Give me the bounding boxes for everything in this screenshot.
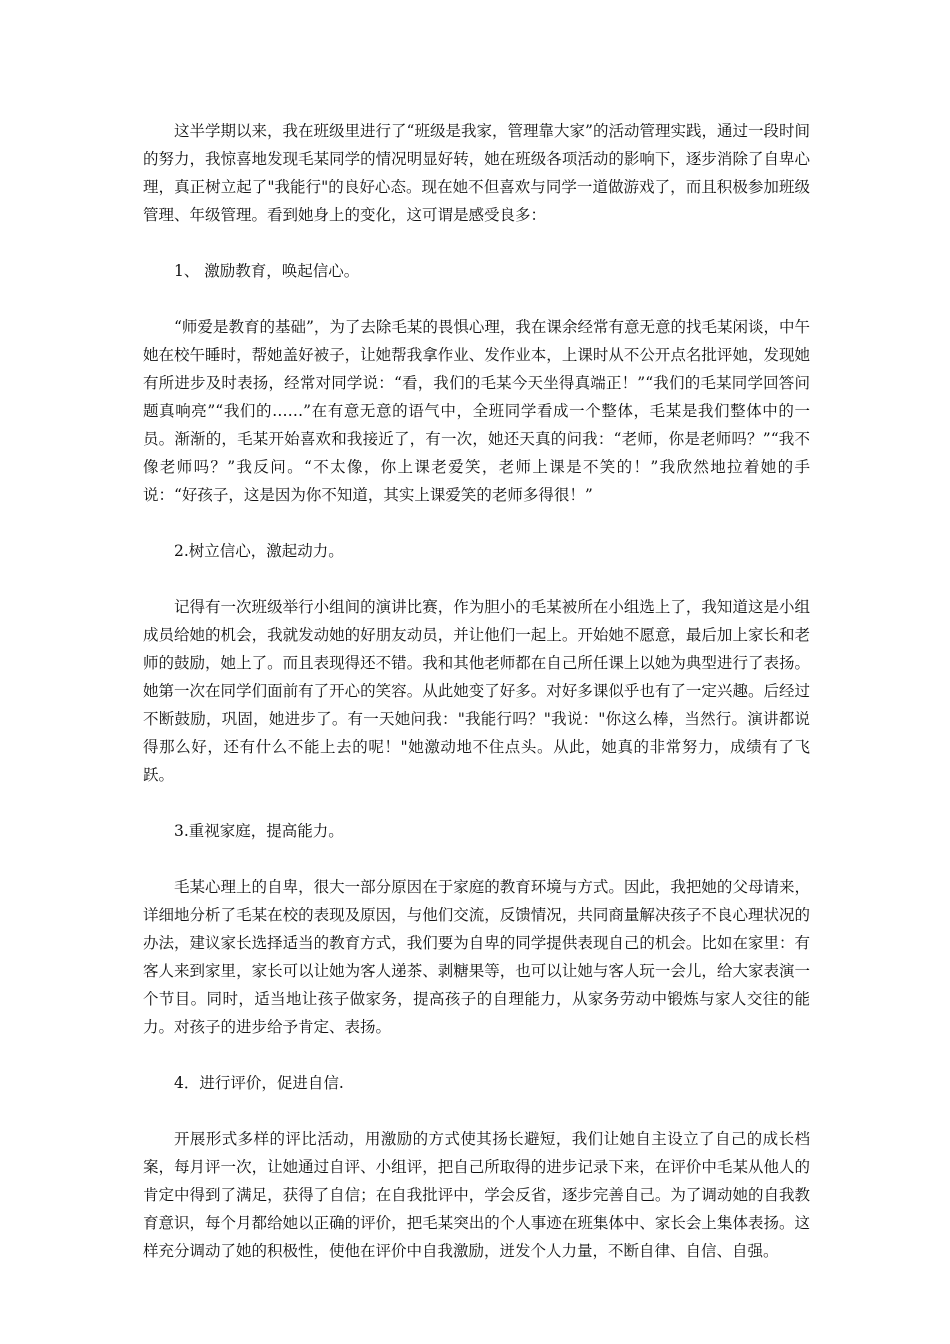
section-heading-4: 4．进行评价，促进自信.	[174, 1074, 344, 1092]
document-body	[143, 117, 810, 1293]
section-heading-3: 3.重视家庭，提高能力。	[174, 822, 344, 840]
section-heading-2: 2.树立信心，激起动力。	[174, 542, 344, 560]
section-1-paragraph: “师爱是教育的基础”，为了去除毛某的畏惧心理，我在课余经常有意无意的找毛某闲谈，中午她在校午睡时，帮她盖好被子，让她帮我拿作业、发作业本，上课时从不公开点名批评她，发现她有所进步及时表扬，经常对同学说：“看，我们的毛某今天坐得真端正！”“我们的毛某同学回答问题真响亮”“我们的……”在有意无意的语气中，全班同学看成一个整体，毛某是我们整体中的一员。渐渐的，毛某开始喜欢和我接近了，有一次，她还天真的问我：“老师，你是老师吗？”“我不像老师吗？”我反问。“不太像，你上课老爱笑，老师上课是不笑的！”我欣然地拉着她的手说：“好孩子，这是因为你不知道，其实上课爱笑的老师多得很！”	[143, 318, 810, 504]
section-4-paragraph: 开展形式多样的评比活动，用激励的方式使其扬长避短，我们让她自主设立了自己的成长档案，每月评一次，让她通过自评、小组评，把自己所取得的进步记录下来，在评价中毛某从他人的肯定中得到了满足，获得了自信；在自我批评中，学会反省，逐步完善自己。为了调动她的自我教育意识，每个月都给她以正确的评价，把毛某突出的个人事迹在班集体中、家长会上集体表扬。这样充分调动了她的积极性，使他在评价中自我激励，迸发个人力量，不断自律、自信、自强。	[143, 1130, 810, 1260]
section-3-paragraph: 毛某心理上的自卑，很大一部分原因在于家庭的教育环境与方式。因此，我把她的父母请来，详细地分析了毛某在校的表现及原因，与他们交流，反馈情况，共同商量解决孩子不良心理状况的办法，建议家长选择适当的教育方式，我们要为自卑的同学提供表现自己的机会。比如在家里：有客人来到家里，家长可以让她为客人递茶、剥糖果等，也可以让她与客人玩一会儿，给大家表演一个节目。同时，适当地让孩子做家务，提高孩子的自理能力，从家务劳动中锻炼与家人交往的能力。对孩子的进步给予肯定、表扬。	[143, 878, 810, 1036]
section-2-paragraph: 记得有一次班级举行小组间的演讲比赛，作为胆小的毛某被所在小组选上了，我知道这是小组成员给她的机会，我就发动她的好朋友动员，并让他们一起上。开始她不愿意，最后加上家长和老师的鼓励，她上了。而且表现得还不错。我和其他老师都在自己所任课上以她为典型进行了表扬。她第一次在同学们面前有了开心的笑容。从此她变了好多。对好多课似乎也有了一定兴趣。后经过不断鼓励，巩固，她进步了。有一天她问我："我能行吗？"我说："你这么棒，当然行。演讲都说得那么好，还有什么不能上去的呢！"她激动地不住点头。从此，她真的非常努力，成绩有了飞跃。	[143, 598, 810, 784]
intro-paragraph: 这半学期以来，我在班级里进行了“班级是我家，管理靠大家”的活动管理实践，通过一段时间的努力，我惊喜地发现毛某同学的情况明显好转，她在班级各项活动的影响下，逐步消除了自卑心理，真正树立起了"我能行"的良好心态。现在她不但喜欢与同学一道做游戏了，而且积极参加班级管理、年级管理。看到她身上的变化，这可谓是感受良多：	[143, 122, 810, 224]
section-heading-1: 1、 激励教育，唤起信心。	[174, 262, 360, 280]
